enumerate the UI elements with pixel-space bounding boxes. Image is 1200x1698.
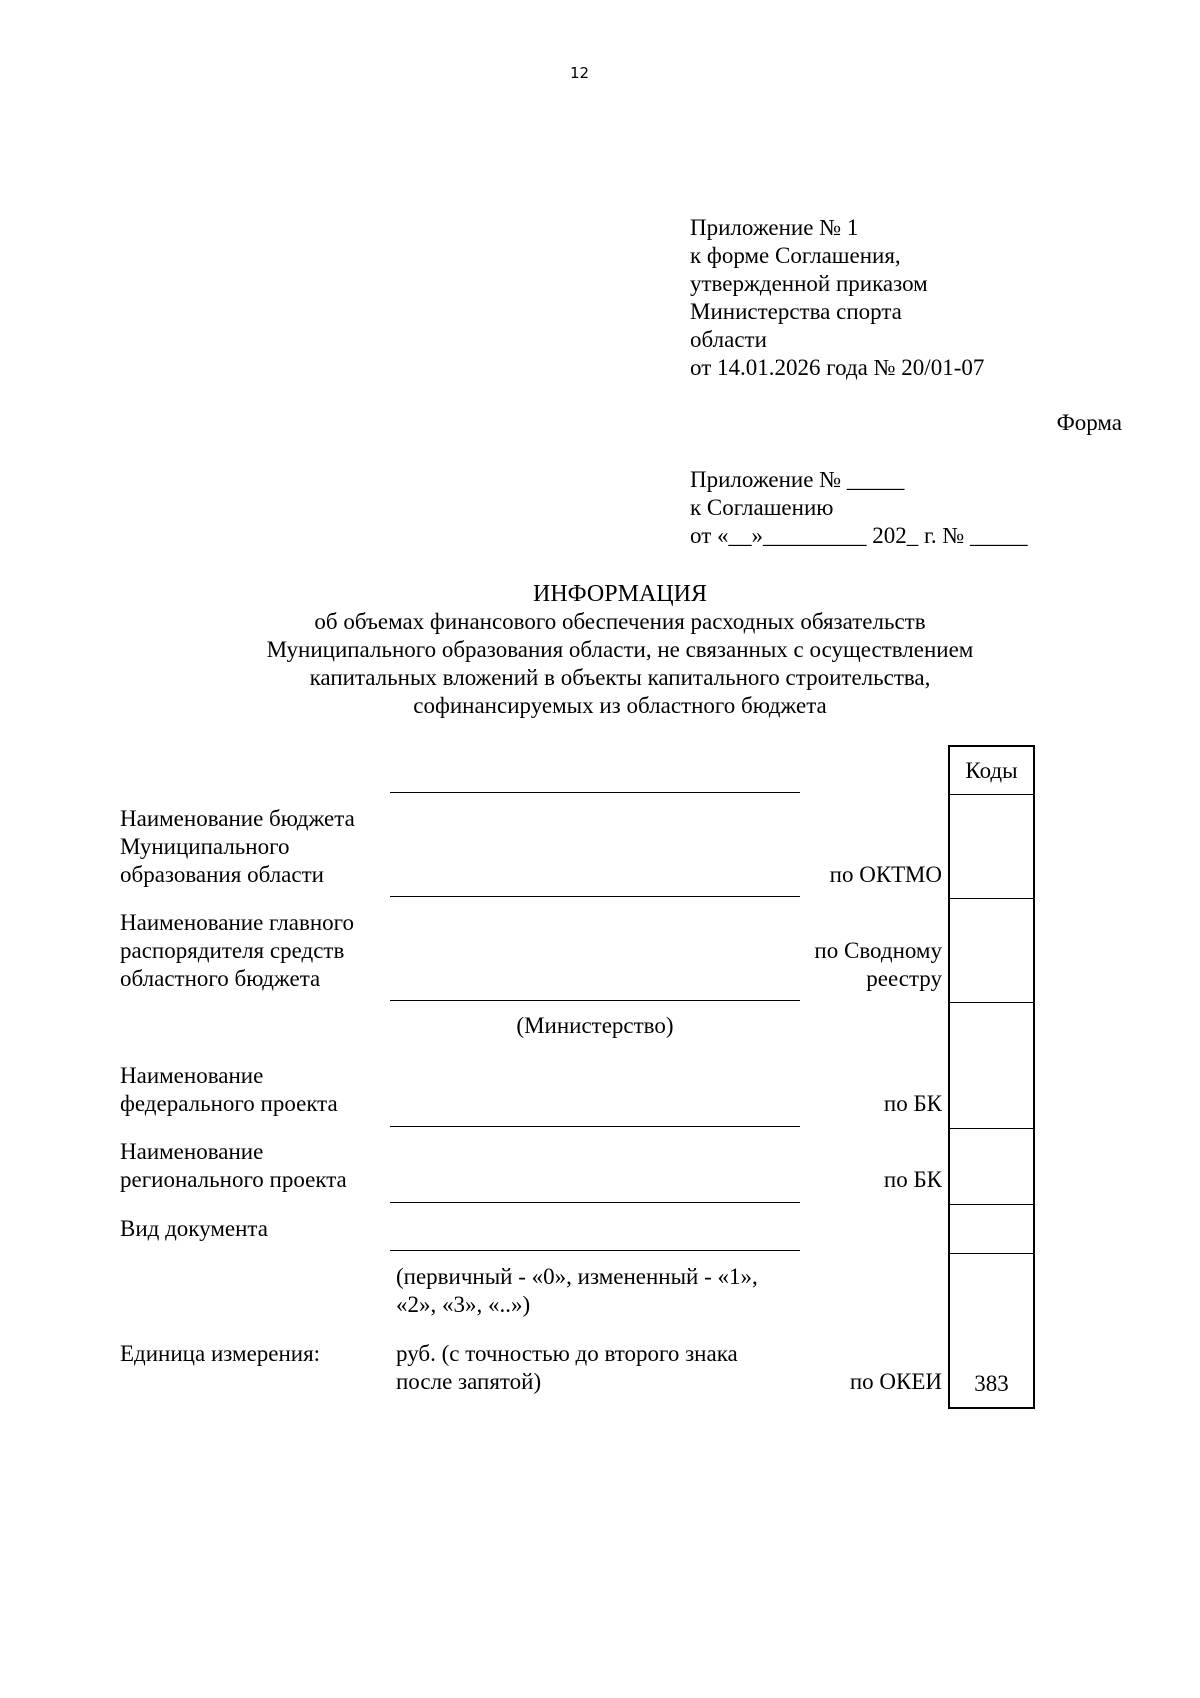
appendix-line: от 14.01.2026 года № 20/01-07: [690, 355, 985, 380]
regional-project-label: [120, 1138, 347, 1194]
codes-divider: [950, 794, 1033, 795]
title-main: ИНФОРМАЦИЯ: [533, 581, 707, 607]
document-type-label: Вид документа: [120, 1216, 268, 1241]
appendix-line: Министерства спорта: [690, 299, 902, 324]
label-line: регионального проекта: [120, 1167, 347, 1192]
agreement-line: от «__»_________ 202_ г. № _____: [690, 523, 1028, 548]
value-line: руб. (с точностью до второго знака: [396, 1341, 738, 1366]
label-line: Наименование: [120, 1063, 264, 1088]
label-line: реестру: [866, 966, 942, 991]
agreement-line: к Соглашению: [690, 495, 834, 520]
unit-label: Единица измерения:: [120, 1341, 321, 1366]
label-line: распорядителя средств: [120, 938, 345, 963]
appendix-line: утвержденной приказом: [690, 271, 928, 296]
federal-project-field-line[interactable]: [390, 1126, 800, 1127]
codes-divider: [950, 1204, 1033, 1205]
document-type-caption: [396, 1263, 758, 1319]
title-line: капитальных вложений в объекты капитального строительства,: [309, 665, 931, 690]
title-line: софинансируемых из областного бюджета: [413, 693, 827, 718]
label-line: Муниципального: [120, 834, 290, 859]
codes-divider: [950, 1002, 1033, 1003]
okei-code-label: по ОКЕИ: [849, 1369, 942, 1394]
distributor-field-line[interactable]: [390, 1000, 800, 1001]
label-line: образования области: [120, 862, 324, 887]
distributor-label: [120, 909, 354, 993]
regional-project-field-line[interactable]: [390, 1202, 800, 1203]
unit-value: [396, 1340, 738, 1396]
label-line: областного бюджета: [120, 966, 321, 991]
federal-project-label: [120, 1062, 338, 1118]
budget-name-field-line[interactable]: [390, 896, 800, 897]
appendix-line: Приложение № 1: [690, 215, 859, 240]
appendix-header: [690, 214, 984, 382]
form-label: Форма: [1056, 410, 1122, 435]
title-line: Муниципального образования области, не связанных с осуществлением: [266, 637, 974, 662]
label-line: федерального проекта: [120, 1091, 338, 1116]
agreement-line: Приложение № _____: [690, 467, 905, 492]
budget-name-label: [120, 805, 355, 889]
budget-name-top-line: [390, 792, 800, 793]
ministry-caption: (Министерство): [516, 1013, 674, 1038]
caption-line: «2», «3», «..»): [396, 1292, 531, 1317]
bk-code-label: по БК: [883, 1091, 942, 1116]
document-title: [200, 580, 1040, 720]
registry-code-label: [814, 937, 942, 993]
codes-column: [948, 745, 1035, 1409]
codes-divider: [950, 1128, 1033, 1129]
appendix-line: области: [690, 327, 767, 352]
title-line: об объемах финансового обеспечения расходных обязательств: [314, 609, 926, 634]
caption-line: (первичный - «0», измененный - «1»,: [396, 1264, 758, 1289]
label-line: Наименование бюджета: [120, 806, 355, 831]
page-number: 12: [570, 64, 590, 82]
label-line: Наименование: [120, 1139, 264, 1164]
bk-code-label: по БК: [883, 1167, 942, 1192]
okei-code-value: 383: [974, 1371, 1009, 1396]
agreement-header: [690, 466, 1028, 550]
oktmo-code-label: по ОКТМО: [829, 862, 942, 887]
label-line: по Сводному: [814, 938, 942, 963]
document-type-field-line[interactable]: [390, 1250, 800, 1251]
value-line: после запятой): [396, 1369, 542, 1394]
codes-header: Коды: [965, 758, 1018, 783]
appendix-line: к форме Соглашения,: [690, 243, 901, 268]
codes-divider: [950, 1253, 1033, 1254]
codes-divider: [950, 898, 1033, 899]
label-line: Наименование главного: [120, 910, 355, 935]
